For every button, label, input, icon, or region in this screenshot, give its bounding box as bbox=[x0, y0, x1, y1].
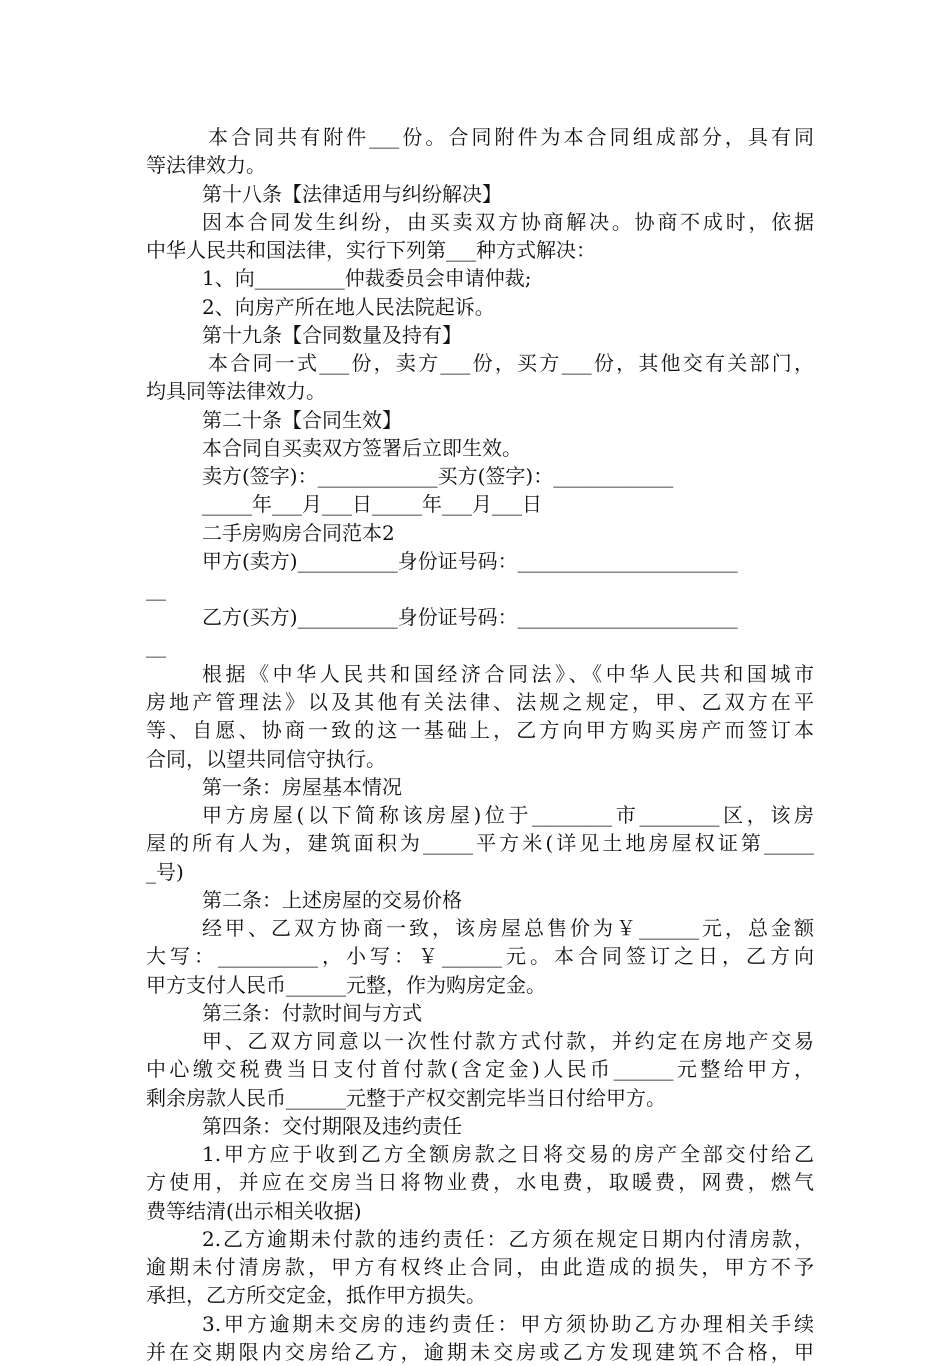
text-line: 均具同等法律效力。 bbox=[146, 379, 326, 404]
text-line: 甲方(卖方)__________身份证号码：______________________ bbox=[202, 548, 738, 573]
text-line: 承担，乙方所交定金，抵作甲方损失。 bbox=[146, 1283, 486, 1308]
document-page bbox=[146, 123, 814, 1366]
text-line: 本合同共有附件___份。合同附件为本合同组成部分，具有同 bbox=[208, 125, 814, 149]
text-line: 第一条：房屋基本情况 bbox=[202, 774, 402, 799]
text-line: 第二十条【合同生效】 bbox=[202, 407, 402, 432]
text-line: 甲、乙双方同意以一次性付款方式付款，并约定在房地产交易 bbox=[202, 1029, 814, 1053]
text-line: 3.甲方逾期未交房的违约责任：甲方须协助乙方办理相关手续 bbox=[202, 1311, 814, 1336]
text-line: 1、向_________仲裁委员会申请仲裁; bbox=[202, 266, 532, 291]
text-line: 剩余房款人民币______元整于产权交割完毕当日付给甲方。 bbox=[146, 1085, 666, 1110]
text-line: 费等结清(出示相关收据) bbox=[146, 1198, 362, 1223]
text-line: _____年___月___日_____年___月___日 bbox=[202, 492, 542, 517]
text-line: 合同，以望共同信守执行。 bbox=[146, 746, 386, 771]
text-line: 经甲、乙双方协商一致，该房屋总售价为￥______元，总金额 bbox=[202, 916, 814, 940]
text-line: 大写：__________，小写：￥______元。本合同签订之日，乙方向 bbox=[146, 944, 814, 969]
text-line: 第三条：付款时间与方式 bbox=[202, 1000, 422, 1025]
text-line: 方使用，并应在交房当日将物业费，水电费，取暖费，网费，燃气 bbox=[146, 1170, 814, 1195]
text-line: 乙方(买方)__________身份证号码：______________________ bbox=[202, 605, 738, 630]
text-line: 等、自愿、协商一致的这一基础上，乙方向甲方购买房产而签订本 bbox=[146, 718, 814, 743]
text-line: 卖方(签字)：____________买方(签字)：____________ bbox=[202, 464, 674, 488]
text-line: 甲方支付人民币______元整，作为购房定金。 bbox=[146, 972, 546, 997]
text-line: 甲方房屋(以下简称该房屋)位于________市________区，该房 bbox=[202, 803, 814, 827]
text-line: 2.乙方逾期未付款的违约责任：乙方须在规定日期内付清房款， bbox=[202, 1226, 814, 1251]
text-line: __ bbox=[146, 633, 166, 658]
text-line: 等法律效力。 bbox=[146, 153, 266, 178]
text-line: 逾期未付清房款，甲方有权终止合同，由此造成的损失，甲方不予 bbox=[146, 1255, 814, 1279]
text-line: 并在交期限内交房给乙方，逾期未交房或乙方发现建筑不合格，甲 bbox=[146, 1339, 814, 1364]
text-line: 因本合同发生纠纷，由买卖双方协商解决。协商不成时，依据 bbox=[202, 209, 814, 234]
text-line: 根据《中华人民共和国经济合同法》、《中华人民共和国城市 bbox=[202, 661, 814, 686]
text-line: 中华人民共和国法律，实行下列第___种方式解决： bbox=[146, 238, 596, 262]
text-line: 房地产管理法》以及其他有关法律、法规之规定，甲、乙双方在平 bbox=[146, 690, 814, 714]
text-line: 第十八条【法律适用与纠纷解决】 bbox=[202, 181, 502, 206]
text-line: 2、向房产所在地人民法院起诉。 bbox=[202, 294, 495, 319]
text-line: 中心缴交税费当日支付首付款(含定金)人民币______元整给甲方， bbox=[146, 1057, 814, 1082]
text-line: 二手房购房合同范本2 bbox=[202, 520, 395, 545]
text-line: _号) bbox=[146, 859, 184, 884]
text-line: 本合同一式___份，卖方___份，买方___份，其他交有关部门， bbox=[208, 351, 814, 375]
text-line: 第二条：上述房屋的交易价格 bbox=[202, 887, 462, 912]
text-line: 本合同自买卖双方签署后立即生效。 bbox=[202, 435, 522, 460]
text-line: __ bbox=[146, 577, 166, 601]
text-line: 屋的所有人为，建筑面积为_____平方米(详见土地房屋权证第_____ bbox=[146, 831, 814, 856]
text-line: 第四条：交付期限及违约责任 bbox=[202, 1113, 462, 1138]
text-line: 第十九条【合同数量及持有】 bbox=[202, 322, 462, 347]
text-line: 1.甲方应于收到乙方全额房款之日将交易的房产全部交付给乙 bbox=[202, 1142, 814, 1166]
